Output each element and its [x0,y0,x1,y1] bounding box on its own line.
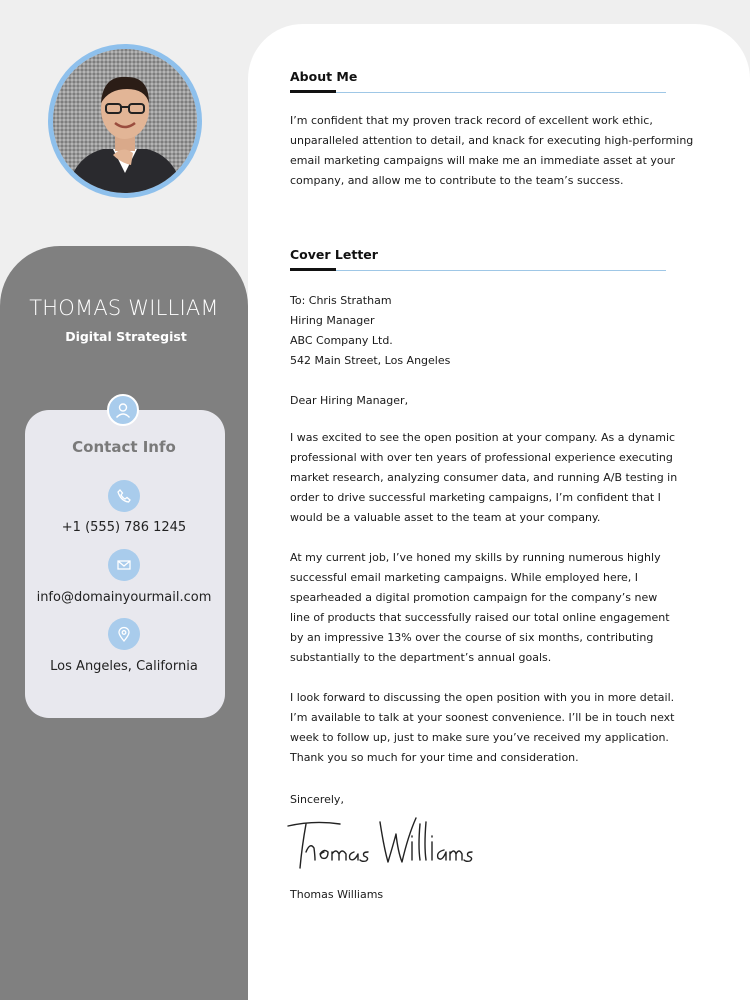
salutation: Dear Hiring Manager, [290,394,409,407]
letter-line: successful email marketing campaigns. While employed here, I [290,571,639,584]
letter-line: spearheaded a digital promotion campaign for the company’s new [290,591,658,604]
about-divider [290,92,666,93]
about-line: unparalleled attention to detail, and knack for executing high-performing [290,134,694,147]
profile-name: THOMAS WILLIAM [29,296,219,320]
letter-line: week to follow up, just to make sure you’ve received my application. [290,731,669,744]
closing: Sincerely, [290,793,344,806]
recipient-line: ABC Company Ltd. [290,334,393,347]
profile-title: Digital Strategist [65,329,187,344]
contact-email[interactable]: info@domainyourmail.com [36,590,212,605]
contact-heading: Contact Info [72,438,176,456]
about-line: I’m confident that my proven track record of excellent work ethic, [290,114,653,127]
letter-line: market research, analyzing consumer data, and running A/B testing in [290,471,678,484]
about-line: company, and allow me to contribute to the team’s success. [290,174,624,187]
about-line: email marketing campaigns will make me an immediate asset at your [290,154,676,167]
phone-icon [108,480,140,512]
cover-letter-heading: Cover Letter [290,247,378,262]
letter-line: substantially to the department’s annual goals. [290,651,552,664]
letter-line: order to drive successful marketing campaigns, I’m confident that I [290,491,661,504]
recipient-line: Hiring Manager [290,314,375,327]
cover-letter-divider [290,270,666,271]
user-icon [107,394,139,426]
about-divider-accent [290,90,336,93]
letter-line: I look forward to discussing the open position with you in more detail. [290,691,675,704]
recipient-line: 542 Main Street, Los Angeles [290,354,451,367]
letter-line: Thank you so much for your time and consideration. [290,751,579,764]
profile-photo [48,44,202,198]
letter-line: by an impressive 13% over the course of six months, contributing [290,631,654,644]
letter-line: professional with over ten years of professional experience executing [290,451,673,464]
about-heading: About Me [290,69,358,84]
signature [284,812,474,878]
contact-phone: +1 (555) 786 1245 [61,520,187,535]
mail-icon [108,549,140,581]
location-pin-icon [108,618,140,650]
cover-letter-divider-accent [290,268,336,271]
signer-name: Thomas Williams [290,888,384,901]
letter-line: I’m available to talk at your soonest convenience. I’ll be in touch next [290,711,675,724]
letter-line: At my current job, I’ve honed my skills by running numerous highly [290,551,661,564]
letter-line: line of products that successfully raised our total online engagement [290,611,670,624]
recipient-line: To: Chris Stratham [290,294,392,307]
letter-line: I was excited to see the open position at your company. As a dynamic [290,431,676,444]
contact-location: Los Angeles, California [50,659,198,674]
letter-line: would be a valuable asset to the team at your company. [290,511,601,524]
